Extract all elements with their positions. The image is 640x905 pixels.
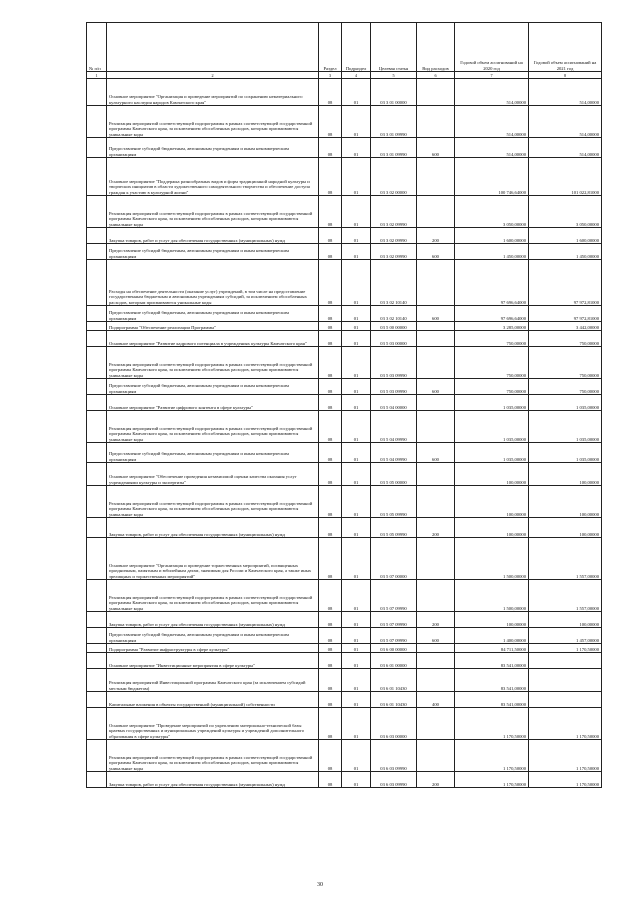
cell-name: Реализация мероприятий соответствующей подпрограммы в рамках соответствующей государственной программы Камчатского края, за исключением обособленных расходов, которым присваиваются уникальные коды — [107, 347, 319, 379]
column-number: 5 — [371, 72, 417, 79]
cell-exptype — [417, 260, 455, 306]
cell-subsection: 01 — [342, 158, 371, 196]
column-number: 8 — [529, 72, 602, 79]
cell-exptype — [417, 322, 455, 331]
cell-name: Основное мероприятие "Обеспечение проведения независимой оценки качества оказания услуг учреждениями культуры и экспертизы" — [107, 463, 319, 486]
cell-section: 08 — [319, 306, 342, 322]
cell-num — [87, 443, 107, 463]
cell-section: 08 — [319, 538, 342, 580]
cell-section: 08 — [319, 443, 342, 463]
cell-subsection: 01 — [342, 628, 371, 644]
cell-section: 08 — [319, 395, 342, 411]
cell-name: Реализация мероприятий соответствующей подпрограммы в рамках соответствующей государственной программы Камчатского края, за исключением обособленных расходов, которым присваиваются уникальные коды — [107, 740, 319, 772]
cell-section: 08 — [319, 411, 342, 443]
cell-exptype — [417, 538, 455, 580]
cell-section: 08 — [319, 106, 342, 138]
cell-section: 08 — [319, 692, 342, 708]
cell-exptype: 200 — [417, 228, 455, 244]
cell-subsection: 01 — [342, 740, 371, 772]
cell-num — [87, 772, 107, 788]
cell-name: Основное мероприятие "Проведение мероприятий по укреплению материально-технической базы краевых государственных и муниципальных учреждений культуры и учреждений дополнительного образования в сфере культуры" — [107, 708, 319, 740]
cell-target: 03 5 03 09990 — [371, 347, 417, 379]
cell-exptype — [417, 653, 455, 669]
cell-2020: 1 600,00000 — [455, 228, 529, 244]
cell-exptype: 600 — [417, 306, 455, 322]
cell-subsection: 01 — [342, 306, 371, 322]
col-header-2021: Годовой объем ассигнований на 2021 год — [529, 23, 602, 72]
cell-name: Реализация мероприятий соответствующей подпрограммы в рамках соответствующей государственной программы Камчатского края, за исключением обособленных расходов, которым присваиваются уникальные коды — [107, 196, 319, 228]
cell-target: 03 5 04 09990 — [371, 443, 417, 463]
cell-2020: 514,00000 — [455, 138, 529, 158]
cell-section: 08 — [319, 347, 342, 379]
cell-section: 08 — [319, 580, 342, 612]
cell-num — [87, 653, 107, 669]
cell-2020: 84 711,50000 — [455, 644, 529, 653]
table-row — [87, 260, 602, 306]
cell-2020: 514,00000 — [455, 106, 529, 138]
cell-2021: 750,00000 — [529, 379, 602, 395]
cell-2020: 83 541,00000 — [455, 653, 529, 669]
cell-num — [87, 486, 107, 518]
cell-exptype — [417, 463, 455, 486]
cell-2020: 1 035,00000 — [455, 411, 529, 443]
col-header-exptype: Вид расходов — [417, 23, 455, 72]
cell-section: 08 — [319, 669, 342, 692]
cell-2020: 100,00000 — [455, 518, 529, 538]
cell-name: Реализация мероприятий соответствующей подпрограммы в рамках соответствующей государственной программы Камчатского края, за исключением обособленных расходов, которым присваиваются уникальные коды — [107, 486, 319, 518]
cell-section: 08 — [319, 228, 342, 244]
cell-2020: 750,00000 — [455, 347, 529, 379]
cell-exptype — [417, 486, 455, 518]
cell-exptype — [417, 347, 455, 379]
cell-num — [87, 628, 107, 644]
cell-2021: 97 972,81000 — [529, 260, 602, 306]
cell-2020: 750,00000 — [455, 379, 529, 395]
cell-2021: 97 972,81000 — [529, 306, 602, 322]
cell-num — [87, 260, 107, 306]
cell-subsection: 01 — [342, 518, 371, 538]
cell-exptype — [417, 708, 455, 740]
table-row — [87, 79, 602, 106]
cell-2021: 1 035,00000 — [529, 395, 602, 411]
cell-2020: 3 285,00000 — [455, 322, 529, 331]
cell-target: 03 5 07 09990 — [371, 612, 417, 628]
cell-exptype: 600 — [417, 379, 455, 395]
cell-num — [87, 228, 107, 244]
cell-2020: 1 170,50000 — [455, 740, 529, 772]
cell-subsection: 01 — [342, 463, 371, 486]
cell-exptype: 600 — [417, 628, 455, 644]
cell-num — [87, 196, 107, 228]
table-row — [87, 772, 602, 788]
cell-target: 03 6 00 00000 — [371, 644, 417, 653]
cell-2021: 3 050,00000 — [529, 196, 602, 228]
cell-target: 03 6 03 00000 — [371, 708, 417, 740]
table-body — [87, 79, 602, 788]
cell-2021: 1 170,50000 — [529, 740, 602, 772]
budget-table — [86, 22, 602, 788]
cell-exptype: 200 — [417, 518, 455, 538]
cell-2020: 97 696,64000 — [455, 260, 529, 306]
cell-name: Реализация мероприятий соответствующей подпрограммы в рамках соответствующей государственной программы Камчатского края, за исключением обособленных расходов, которым присваиваются уникальные коды — [107, 106, 319, 138]
table-row — [87, 196, 602, 228]
cell-num — [87, 138, 107, 158]
cell-subsection: 01 — [342, 322, 371, 331]
cell-2020: 750,00000 — [455, 331, 529, 347]
cell-2021: 1 450,00000 — [529, 244, 602, 260]
cell-target: 03 6 01 00000 — [371, 653, 417, 669]
cell-target: 03 5 03 00000 — [371, 331, 417, 347]
cell-section: 08 — [319, 158, 342, 196]
cell-target: 03 5 07 09990 — [371, 580, 417, 612]
cell-num — [87, 306, 107, 322]
table-row — [87, 411, 602, 443]
cell-section: 08 — [319, 463, 342, 486]
cell-name: Капитальные вложения в объекты государственной (муниципальной) собственности — [107, 692, 319, 708]
cell-target: 03 5 05 09990 — [371, 518, 417, 538]
cell-2020: 1 170,50000 — [455, 772, 529, 788]
cell-subsection: 01 — [342, 106, 371, 138]
cell-exptype — [417, 158, 455, 196]
cell-2020: 514,00000 — [455, 79, 529, 106]
table-row — [87, 708, 602, 740]
cell-target: 03 3 02 10140 — [371, 306, 417, 322]
cell-name: Реализация мероприятий Инвестиционной программы Камчатского края (за исключением субсидий местным бюджетам) — [107, 669, 319, 692]
cell-2021: 1 170,50000 — [529, 708, 602, 740]
cell-2021: 1 035,00000 — [529, 443, 602, 463]
column-number: 2 — [107, 72, 319, 79]
cell-2021: 100,00000 — [529, 612, 602, 628]
cell-name: Подпрограмма "Обеспечение реализации Программы" — [107, 322, 319, 331]
cell-2021: 101 022,81000 — [529, 158, 602, 196]
cell-2021: 1 035,00000 — [529, 411, 602, 443]
header-row — [87, 23, 602, 72]
table-row — [87, 644, 602, 653]
cell-num — [87, 580, 107, 612]
cell-section: 08 — [319, 322, 342, 331]
table-row — [87, 138, 602, 158]
table-row — [87, 486, 602, 518]
cell-exptype — [417, 196, 455, 228]
cell-target: 03 3 02 09990 — [371, 228, 417, 244]
cell-num — [87, 106, 107, 138]
cell-num — [87, 79, 107, 106]
cell-subsection: 01 — [342, 228, 371, 244]
cell-subsection: 01 — [342, 708, 371, 740]
col-header-subsection: Подраздел — [342, 23, 371, 72]
table-row — [87, 692, 602, 708]
cell-num — [87, 347, 107, 379]
cell-name: Предоставление субсидий бюджетным, автономным учреждениям и иным некоммерческим организациям — [107, 138, 319, 158]
cell-name: Предоставление субсидий бюджетным, автономным учреждениям и иным некоммерческим организациям — [107, 379, 319, 395]
table-row — [87, 628, 602, 644]
cell-section: 08 — [319, 260, 342, 306]
cell-section: 08 — [319, 708, 342, 740]
column-number: 3 — [319, 72, 342, 79]
cell-subsection: 01 — [342, 379, 371, 395]
cell-name: Предоставление субсидий бюджетным, автономным учреждениям и иным некоммерческим организациям — [107, 443, 319, 463]
cell-2021: 750,00000 — [529, 331, 602, 347]
cell-target: 03 3 01 00000 — [371, 79, 417, 106]
cell-subsection: 01 — [342, 772, 371, 788]
table-row — [87, 244, 602, 260]
cell-subsection: 01 — [342, 260, 371, 306]
cell-2020: 1 035,00000 — [455, 395, 529, 411]
cell-2021: 1 557,00000 — [529, 538, 602, 580]
cell-section: 08 — [319, 244, 342, 260]
cell-name: Реализация мероприятий соответствующей подпрограммы в рамках соответствующей государственной программы Камчатского края, за исключением обособленных расходов, которым присваиваются уникальные коды — [107, 411, 319, 443]
cell-subsection: 01 — [342, 347, 371, 379]
cell-name: Закупка товаров, работ и услуг для обеспечения государственных (муниципальных) нужд — [107, 228, 319, 244]
cell-name: Предоставление субсидий бюджетным, автономным учреждениям и иным некоммерческим организациям — [107, 306, 319, 322]
cell-2021: 1 170,50000 — [529, 772, 602, 788]
cell-name: Закупка товаров, работ и услуг для обеспечения государственных (муниципальных) нужд — [107, 772, 319, 788]
cell-name: Основное мероприятие "Развитие кадрового потенциала в учреждениях культуры Камчатского края" — [107, 331, 319, 347]
cell-2021: 1 557,00000 — [529, 580, 602, 612]
cell-target: 03 3 01 09990 — [371, 106, 417, 138]
cell-target: 03 5 07 00000 — [371, 538, 417, 580]
col-header-2020: Годовой объем ассигнований на 2020 год — [455, 23, 529, 72]
cell-2020: 1 500,00000 — [455, 580, 529, 612]
cell-exptype — [417, 331, 455, 347]
cell-exptype: 200 — [417, 612, 455, 628]
cell-subsection: 01 — [342, 138, 371, 158]
cell-section: 08 — [319, 379, 342, 395]
cell-2020: 83 541,00000 — [455, 669, 529, 692]
cell-name: Закупка товаров, работ и услуг для обеспечения государственных (муниципальных) нужд — [107, 612, 319, 628]
cell-2021: 100,00000 — [529, 463, 602, 486]
cell-num — [87, 708, 107, 740]
cell-2020: 1 035,00000 — [455, 443, 529, 463]
column-number: 1 — [87, 72, 107, 79]
table-row — [87, 306, 602, 322]
table-row — [87, 106, 602, 138]
cell-subsection: 01 — [342, 79, 371, 106]
cell-2020: 1 450,00000 — [455, 244, 529, 260]
cell-num — [87, 538, 107, 580]
table-row — [87, 158, 602, 196]
col-header-name — [107, 23, 319, 72]
cell-2021: 1 457,00000 — [529, 628, 602, 644]
cell-2021: 3 442,00000 — [529, 322, 602, 331]
cell-target: 03 3 02 09990 — [371, 196, 417, 228]
cell-target: 03 5 05 00000 — [371, 463, 417, 486]
cell-2021 — [529, 692, 602, 708]
cell-subsection: 01 — [342, 486, 371, 518]
cell-target: 03 3 02 09990 — [371, 244, 417, 260]
cell-target: 03 5 04 00000 — [371, 395, 417, 411]
table-row — [87, 347, 602, 379]
cell-exptype: 600 — [417, 244, 455, 260]
cell-section: 08 — [319, 486, 342, 518]
col-header-section: Раздел — [319, 23, 342, 72]
cell-subsection: 01 — [342, 395, 371, 411]
cell-target: 03 5 04 09990 — [371, 411, 417, 443]
cell-num — [87, 612, 107, 628]
col-header-target: Целевая статья — [371, 23, 417, 72]
cell-2021: 100,00000 — [529, 518, 602, 538]
cell-exptype — [417, 395, 455, 411]
cell-2020: 1 500,00000 — [455, 538, 529, 580]
cell-subsection: 01 — [342, 196, 371, 228]
cell-name: Основное мероприятие "Организация и проведение мероприятий по сохранению нематериального культурного наследия народов Камчатского края" — [107, 79, 319, 106]
table-row — [87, 669, 602, 692]
cell-section: 08 — [319, 628, 342, 644]
cell-section: 08 — [319, 518, 342, 538]
cell-2021: 514,00000 — [529, 106, 602, 138]
cell-2021 — [529, 653, 602, 669]
cell-name: Основное мероприятие "Развитие цифрового контента в сфере культуры" — [107, 395, 319, 411]
cell-num — [87, 244, 107, 260]
table-row — [87, 395, 602, 411]
column-number: 4 — [342, 72, 371, 79]
cell-subsection: 01 — [342, 653, 371, 669]
cell-2020: 1 170,50000 — [455, 708, 529, 740]
cell-2021: 514,00000 — [529, 138, 602, 158]
cell-target: 03 5 05 09990 — [371, 486, 417, 518]
cell-target: 03 3 02 10140 — [371, 260, 417, 306]
cell-subsection: 01 — [342, 411, 371, 443]
cell-2020: 97 696,64000 — [455, 306, 529, 322]
cell-exptype — [417, 411, 455, 443]
cell-section: 08 — [319, 138, 342, 158]
cell-subsection: 01 — [342, 580, 371, 612]
table-row — [87, 538, 602, 580]
cell-section: 08 — [319, 331, 342, 347]
cell-section: 08 — [319, 740, 342, 772]
cell-num — [87, 331, 107, 347]
cell-target: 03 5 07 09990 — [371, 628, 417, 644]
cell-exptype — [417, 740, 455, 772]
cell-2020: 100 746,64000 — [455, 158, 529, 196]
table-row — [87, 740, 602, 772]
column-number: 7 — [455, 72, 529, 79]
column-number: 6 — [417, 72, 455, 79]
table-row — [87, 612, 602, 628]
cell-target: 03 3 01 09990 — [371, 138, 417, 158]
cell-subsection: 01 — [342, 669, 371, 692]
cell-2020: 3 050,00000 — [455, 196, 529, 228]
cell-target: 03 6 01 10430 — [371, 692, 417, 708]
cell-num — [87, 411, 107, 443]
cell-section: 08 — [319, 644, 342, 653]
cell-name: Основное мероприятие "Инвестиционные мероприятия в сфере культуры" — [107, 653, 319, 669]
cell-2021 — [529, 669, 602, 692]
cell-num — [87, 669, 107, 692]
cell-name: Реализация мероприятий соответствующей подпрограммы в рамках соответствующей государственной программы Камчатского края, за исключением обособленных расходов, которым присваиваются уникальные коды — [107, 580, 319, 612]
cell-exptype: 200 — [417, 772, 455, 788]
cell-name: Предоставление субсидий бюджетным, автономным учреждениям и иным некоммерческим организациям — [107, 628, 319, 644]
cell-name: Закупка товаров, работ и услуг для обеспечения государственных (муниципальных) нужд — [107, 518, 319, 538]
table-row — [87, 580, 602, 612]
cell-target: 03 6 03 09990 — [371, 740, 417, 772]
cell-subsection: 01 — [342, 692, 371, 708]
cell-num — [87, 395, 107, 411]
cell-num — [87, 322, 107, 331]
cell-target: 03 3 02 00000 — [371, 158, 417, 196]
cell-name: Подпрограмма "Развитие инфраструктуры в сфере культуры" — [107, 644, 319, 653]
column-number-row — [87, 72, 602, 79]
cell-subsection: 01 — [342, 644, 371, 653]
cell-exptype — [417, 669, 455, 692]
table-row — [87, 463, 602, 486]
cell-name: Основное мероприятие "Поддержка разнообразных видов и форм традиционной народной культуры и творческих инициатив в области художественного самодеятельного творчества и обеспечение доступа граждан к участию в культурной жизни" — [107, 158, 319, 196]
cell-subsection: 01 — [342, 443, 371, 463]
cell-2021: 1 600,00000 — [529, 228, 602, 244]
cell-exptype — [417, 580, 455, 612]
cell-name: Предоставление субсидий бюджетным, автономным учреждениям и иным некоммерческим организациям — [107, 244, 319, 260]
table-row — [87, 518, 602, 538]
table-row — [87, 228, 602, 244]
cell-num — [87, 463, 107, 486]
table-row — [87, 653, 602, 669]
cell-exptype: 400 — [417, 692, 455, 708]
cell-section: 08 — [319, 612, 342, 628]
cell-exptype: 600 — [417, 138, 455, 158]
cell-section: 08 — [319, 772, 342, 788]
cell-2021: 750,00000 — [529, 347, 602, 379]
cell-num — [87, 379, 107, 395]
cell-2020: 100,00000 — [455, 463, 529, 486]
cell-target: 03 5 00 00000 — [371, 322, 417, 331]
cell-section: 08 — [319, 653, 342, 669]
cell-section: 08 — [319, 79, 342, 106]
cell-target: 03 6 01 10430 — [371, 669, 417, 692]
cell-target: 03 6 03 09990 — [371, 772, 417, 788]
col-header-num: № п/п — [87, 23, 107, 72]
cell-target: 03 5 03 09990 — [371, 379, 417, 395]
cell-num — [87, 158, 107, 196]
cell-2020: 83 541,00000 — [455, 692, 529, 708]
cell-subsection: 01 — [342, 244, 371, 260]
table-row — [87, 443, 602, 463]
cell-exptype — [417, 106, 455, 138]
cell-num — [87, 692, 107, 708]
cell-subsection: 01 — [342, 538, 371, 580]
cell-name: Основное мероприятие "Организация и проведение торжественных мероприятий, посвященных праздничным, памятным и юбилейным датам, значимым для России и Камчатского края, а также иных зрелищных и торжественных мероприятий" — [107, 538, 319, 580]
cell-2020: 100,00000 — [455, 612, 529, 628]
cell-num — [87, 644, 107, 653]
cell-exptype — [417, 79, 455, 106]
cell-num — [87, 740, 107, 772]
table-row — [87, 322, 602, 331]
cell-exptype: 600 — [417, 443, 455, 463]
table-row — [87, 331, 602, 347]
cell-name: Расходы на обеспечение деятельности (оказание услуг) учреждений, в том числе на предоставление государственным бюджетным и автономным учреждениям субсидий, за исключением обособленных расходов, которым присваиваются уникальные коды — [107, 260, 319, 306]
cell-2021: 1 170,50000 — [529, 644, 602, 653]
table-row — [87, 379, 602, 395]
page-number: 30 — [317, 882, 323, 888]
cell-2020: 1 400,00000 — [455, 628, 529, 644]
cell-2021: 100,00000 — [529, 486, 602, 518]
cell-2021: 514,00000 — [529, 79, 602, 106]
cell-subsection: 01 — [342, 331, 371, 347]
cell-2020: 100,00000 — [455, 486, 529, 518]
cell-section: 08 — [319, 196, 342, 228]
cell-subsection: 01 — [342, 612, 371, 628]
cell-exptype — [417, 644, 455, 653]
cell-num — [87, 518, 107, 538]
